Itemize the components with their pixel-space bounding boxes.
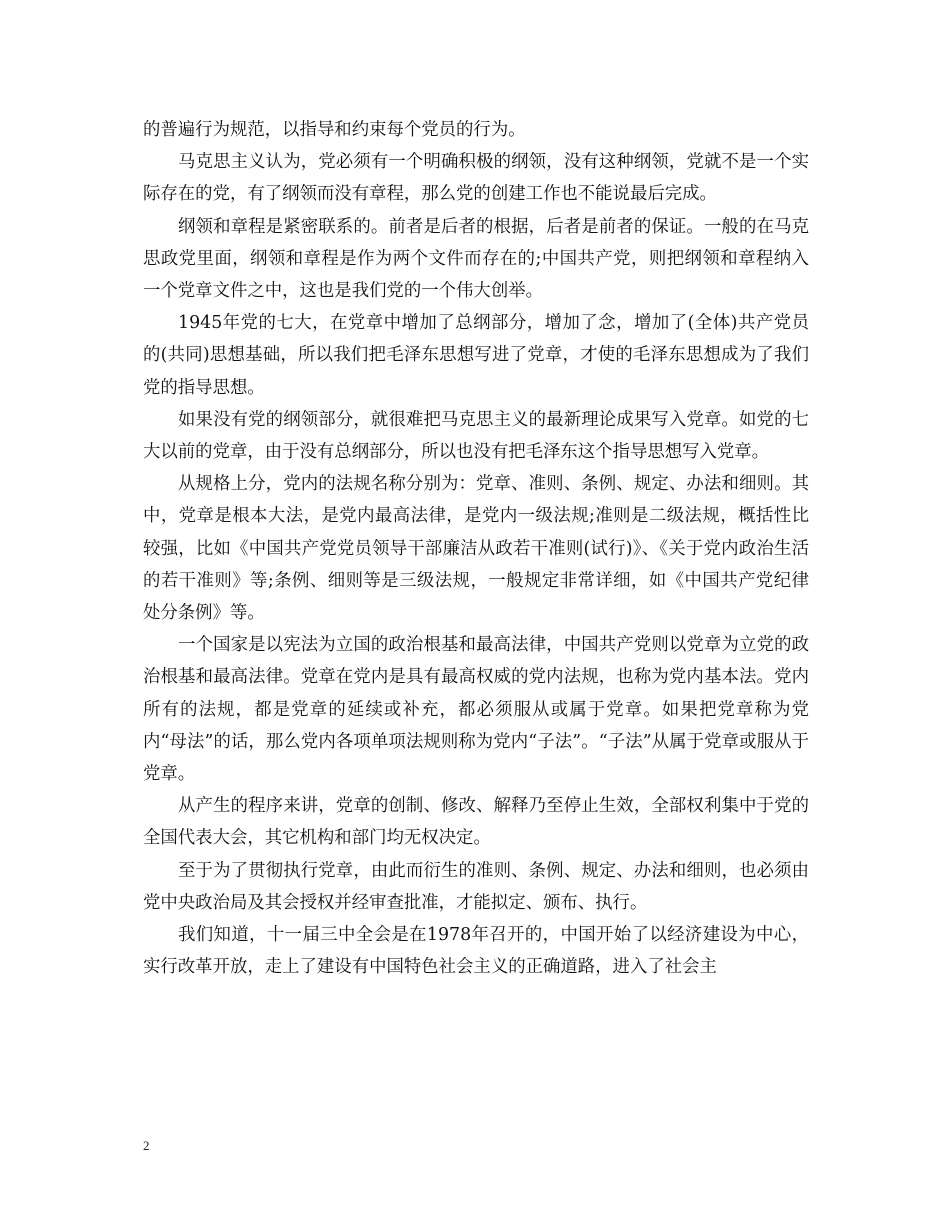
paragraph: 如果没有党的纲领部分，就很难把马克思主义的最新理论成果写入党章。如党的七大以前的党章，由于没有总纲部分，所以也没有把毛泽东这个指导思想写入党章。 <box>143 409 809 463</box>
paragraph: 1945年党的七大，在党章中增加了总纲部分，增加了念，增加了(全体)共产党员的(共同)思想基础，所以我们把毛泽东思想写进了党章，才使的毛泽东思想成为了我们党的指导思想。 <box>143 313 809 398</box>
paragraph: 一个国家是以宪法为立国的政治根基和最高法律，中国共产党则以党章为立党的政治根基和最高法律。党章在党内是具有最高权威的党内法规，也称为党内基本法。党内所有的法规，都是党章的延续或补充，都必须服从或属于党章。如果把党章称为党内“母法”的话，那么党内各项单项法规则称为党内“子法”。“子法”从属于党章或服从于党章。 <box>143 635 809 785</box>
paragraph-continuation: 的普遍行为规范，以指导和约束每个党员的行为。 <box>143 120 526 140</box>
paragraph: 从规格上分，党内的法规名称分别为：党章、准则、条例、规定、办法和细则。其中，党章是根本大法，是党内最高法律，是党内一级法规;准则是二级法规，概括性比较强，比如《中国共产党党员领导干部廉洁从政若干准则(试行)》、《关于党内政治生活的若干准则》等;条例、细则等是三级法规，一般规定非常详细，如《中国共产党纪律处分条例》等。 <box>143 474 809 624</box>
paragraph: 从产生的程序来讲，党章的创制、修改、解释乃至停止生效，全部权利集中于党的全国代表大会，其它机构和部门均无权决定。 <box>143 796 809 849</box>
document-body <box>143 114 809 983</box>
paragraph: 我们知道，十一届三中全会是在1978年召开的，中国开始了以经济建设为中心，实行改革开放，走上了建设有中国特色社会主义的正确道路，进入了社会主 <box>143 925 809 978</box>
paragraph: 马克思主义认为，党必须有一个明确积极的纲领，没有这种纲领，党就不是一个实际存在的党，有了纲领而没有章程，那么党的创建工作也不能说最后完成。 <box>143 152 809 205</box>
page-number: 2 <box>143 1138 150 1153</box>
paragraph: 纲领和章程是紧密联系的。前者是后者的根据，后者是前者的保证。一般的在马克思政党里面，纲领和章程是作为两个文件而存在的;中国共产党，则把纲领和章程纳入一个党章文件之中，这也是我们党的一个伟大创举。 <box>143 216 809 302</box>
paragraph: 至于为了贯彻执行党章，由此而衍生的准则、条例、规定、办法和细则，也必须由党中央政治局及其会授权并经审查批准，才能拟定、颁布、执行。 <box>143 860 809 913</box>
